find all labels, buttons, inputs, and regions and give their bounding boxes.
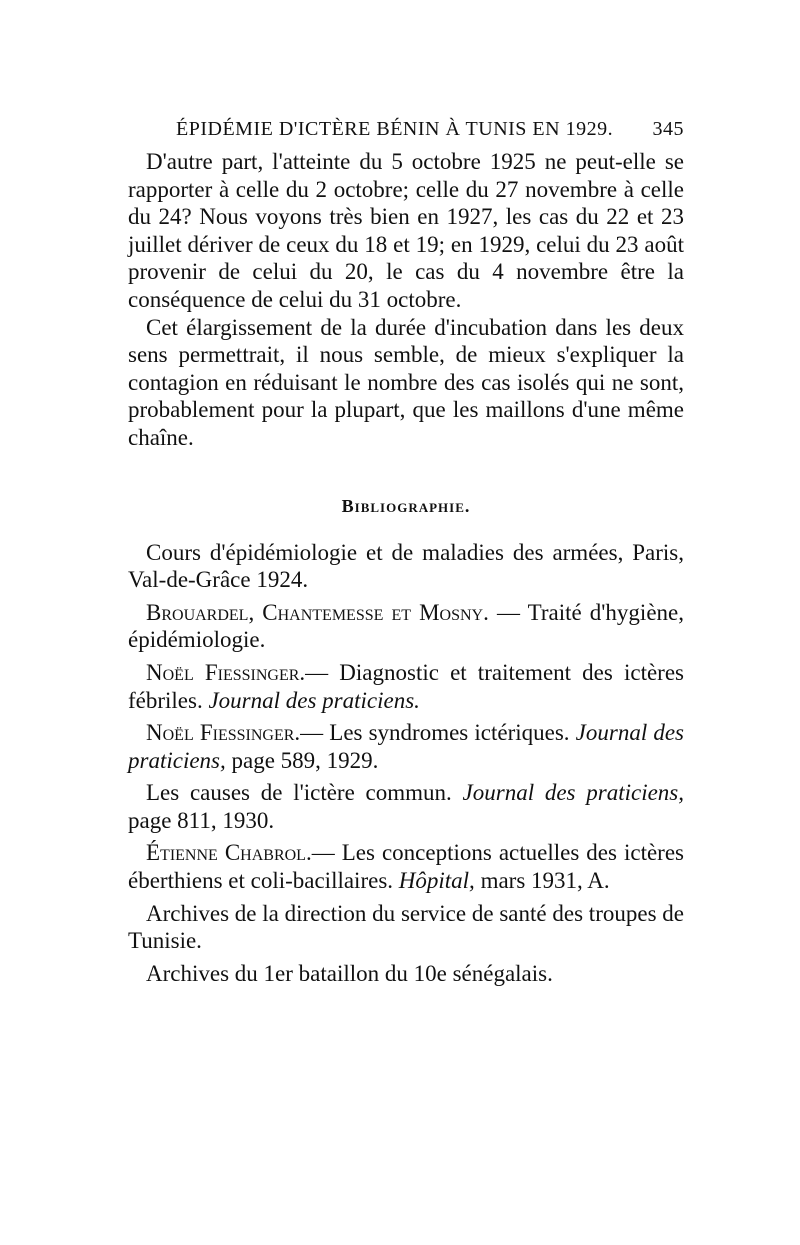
bib-entry-2: Brouardel, Chantemesse et Mosny. — Traité d'hygiène, épidémiologie. [128, 599, 684, 653]
bib-entry-3: Noël Fiessinger.— Diagnostic et traitement des ictères fébriles. Journal des praticiens. [128, 659, 684, 713]
bib-entry-7: Archives de la direction du service de santé des troupes de Tunisie. [128, 900, 684, 954]
body-text [128, 148, 684, 452]
bib-journal: Journal des praticiens. [208, 687, 420, 713]
paragraph-1: D'autre part, l'atteinte du 5 octobre 1925 ne peut-elle se rapporter à celle du 2 octobre; celle du 27 novembre à celle du 24? Nous voyons très bien en 1927, les cas du 22 et 23 juillet dériver de ceux du 18 et 19; en 1929, celui du 23 août provenir de celui du 20, le cas du 4 novembre être la conséquence de celui du 31 octobre. [128, 149, 684, 312]
bib-author: Étienne Chabrol. [146, 840, 312, 866]
bib-journal: Journal des praticiens, [128, 720, 684, 773]
bibliography-list [128, 539, 684, 988]
page-number: 345 [652, 118, 684, 140]
bib-journal: Hôpital, [398, 868, 475, 894]
bib-entry-6: Étienne Chabrol.— Les conceptions actuelles des ictères éberthiens et coli-bacillaires. Hôpital, mars 1931, A. [128, 840, 684, 894]
bibliography-heading: Bibliographie. [341, 495, 471, 516]
page [128, 108, 684, 992]
bib-entry-8: Archives du 1er bataillon du 10e sénégalais. [146, 960, 553, 986]
running-title: ÉPIDÉMIE D'ICTÈRE BÉNIN À TUNIS EN 1929. [176, 118, 614, 140]
bib-entry-4: Noël Fiessinger.— Les syndromes ictériques. Journal des praticiens, page 589, 1929. [128, 720, 684, 773]
bib-entry-1: Cours d'épidémiologie et de maladies des armées, Paris, Val-de-Grâce 1924. [128, 539, 684, 593]
running-header [128, 108, 684, 148]
paragraph-2: Cet élargissement de la durée d'incubation dans les deux sens permettrait, il nous semble, de mieux s'expliquer la contagion en réduisant le nombre des cas isolés qui ne sont, probablement pour la plupart, que les maillons d'une même chaîne. [128, 314, 684, 450]
bib-authors: Brouardel, Chantemesse et Mosny. [146, 599, 489, 625]
bib-author: Noël Fiessinger. [146, 720, 301, 746]
bib-author: Noël Fiessinger. [146, 659, 306, 685]
bib-entry-5: Les causes de l'ictère commun. Journal des praticiens, page 811, 1930. [128, 780, 684, 833]
bib-journal: Journal des praticiens, [462, 780, 684, 806]
